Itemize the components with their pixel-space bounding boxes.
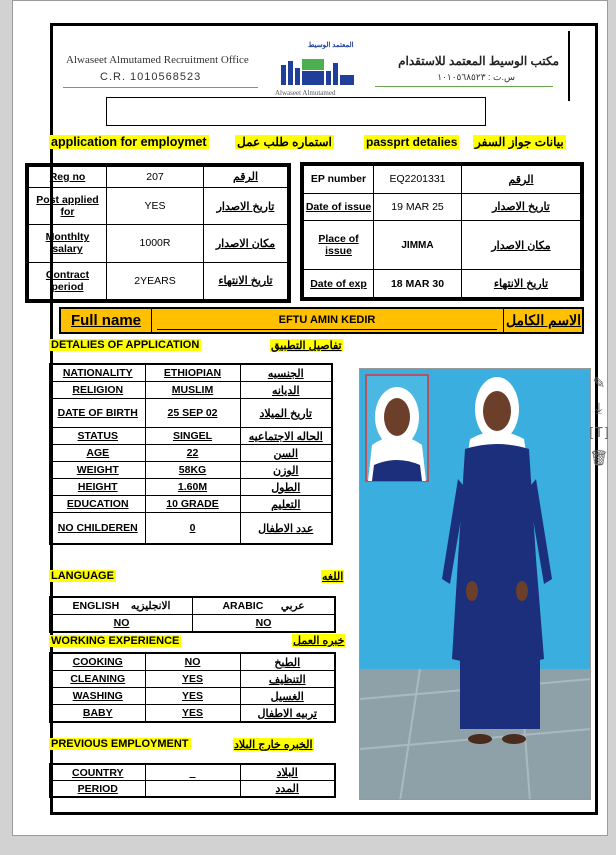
row-label: RELIGION [50, 382, 145, 399]
row-label: STATUS [50, 428, 145, 445]
issue-date-label-ar: تاريخ الاصدار [462, 193, 581, 221]
row-label-ar: البلاد [240, 764, 335, 781]
arabic-cell [193, 597, 336, 615]
row-label-ar: المدد [240, 781, 335, 798]
salary-value: 1000R [107, 225, 204, 262]
table-row [50, 615, 335, 633]
row-label-ar: الحاله الاجتماعيه [240, 428, 332, 445]
trash-icon[interactable]: 🗑 [589, 450, 609, 467]
experience-heading-ar: خبره العمل [293, 635, 345, 647]
table-row [29, 225, 288, 262]
previous-heading-en: PREVIOUS EMPLOYMENT [51, 738, 189, 750]
row-label: WEIGHT [50, 462, 145, 479]
full-name-value: EFTU AMIN KEDIR [157, 309, 497, 330]
table-row [50, 513, 332, 545]
office-name-en: Alwaseet Almutamed Recruitment Office [66, 54, 249, 66]
language-table [49, 596, 336, 633]
applicant-photo-image [360, 369, 591, 800]
english-cell [50, 597, 193, 615]
row-value: ETHIOPIAN [145, 364, 240, 382]
row-value: YES [145, 705, 240, 723]
cr-number-en: C.R. 1010568523 [100, 71, 202, 83]
applicant-info-table [25, 163, 291, 303]
table-row [50, 445, 332, 462]
reg-no-value: 207 [107, 167, 204, 188]
row-value: 22 [145, 445, 240, 462]
ep-number-label: EP number [304, 166, 374, 194]
experience-table [49, 652, 336, 723]
row-value: YES [145, 671, 240, 688]
ep-number-value: EQ2201331 [374, 166, 462, 194]
pencil-icon[interactable]: ✎ [592, 375, 606, 392]
reg-no-label-ar: الرقم [204, 167, 288, 188]
post-applied-label-ar: تاريخ الاصدار [204, 187, 288, 224]
logo-caption: Alwaseet Almutamed [275, 89, 336, 97]
passport-title-ar: بيانات جواز السفر [475, 135, 564, 149]
expiry-date-label: Date of exp [304, 270, 374, 298]
table-row [304, 270, 581, 298]
issue-place-value: JIMMA [374, 221, 462, 270]
row-label-ar: التنظيف [240, 671, 335, 688]
details-heading-ar: تفاصيل التطبيق [271, 340, 342, 352]
full-name-bar [59, 307, 584, 334]
row-label: DATE OF BIRTH [50, 399, 145, 428]
row-value: 10 GRADE [145, 496, 240, 513]
contract-label-ar: تاريخ الانتهاء [204, 262, 288, 299]
row-label-ar: الطبخ [240, 653, 335, 671]
download-icon[interactable]: ⤓ [595, 400, 603, 417]
row-label: COOKING [50, 653, 145, 671]
details-table [49, 363, 333, 545]
expiry-date-value: 18 MAR 30 [374, 270, 462, 298]
arabic-label: ARABIC [222, 600, 264, 612]
row-value: 58KG [145, 462, 240, 479]
row-label-ar: الوزن [240, 462, 332, 479]
row-label-ar: عدد الاطفال [240, 513, 332, 545]
application-title-ar: استماره طلب عمل [237, 135, 332, 149]
row-value: NO [145, 653, 240, 671]
expiry-date-label-ar: تاريخ الانتهاء [462, 270, 581, 298]
text-select-icon[interactable]: [T] [587, 426, 611, 441]
details-heading-en: DETALIES OF APPLICATION [51, 339, 200, 351]
row-label: PERIOD [50, 781, 145, 798]
row-value: MUSLIM [145, 382, 240, 399]
table-row [304, 193, 581, 221]
row-value: 25 SEP 02 [145, 399, 240, 428]
row-label: COUNTRY [50, 764, 145, 781]
passport-table [300, 162, 584, 301]
row-label-ar: تاريخ الميلاد [240, 399, 332, 428]
issue-place-label: Place of issue [304, 221, 374, 270]
row-label: HEIGHT [50, 479, 145, 496]
table-row [50, 428, 332, 445]
row-label-ar: تربيه الاطفال [240, 705, 335, 723]
ep-number-label-ar: الرقم [462, 166, 581, 194]
row-label: WASHING [50, 688, 145, 705]
table-row [50, 382, 332, 399]
previous-heading-ar: الخبره خارج البلاد [234, 739, 313, 751]
header-divider [568, 31, 570, 101]
table-row [50, 671, 335, 688]
annotation-toolbar [586, 371, 612, 491]
row-label: EDUCATION [50, 496, 145, 513]
row-value: 1.60M [145, 479, 240, 496]
full-name-label: Full name [61, 309, 152, 332]
document-page [12, 0, 608, 836]
contract-value: 2YEARS [107, 262, 204, 299]
arabic-value: NO [193, 615, 336, 633]
reg-no-label: Reg no [29, 167, 107, 188]
logo-wordmark: المعتمد الوسيط [308, 42, 354, 49]
row-label: AGE [50, 445, 145, 462]
english-label: ENGLISH [72, 600, 120, 612]
row-label: BABY [50, 705, 145, 723]
row-label: NATIONALITY [50, 364, 145, 382]
row-value [145, 781, 240, 798]
table-row [50, 597, 335, 615]
office-name-ar: مكتب الوسيط المعتمد للاستقدام [398, 54, 559, 68]
row-label-ar: الطول [240, 479, 332, 496]
full-name-label-ar: الاسم الكامل [503, 309, 583, 332]
cr-number-ar: س.ت : ١٠١٠٥٦٨٥٢٣ [437, 72, 515, 82]
salary-label: Monthlty salary [29, 225, 107, 262]
post-applied-label: Post applied for [29, 187, 107, 224]
table-row [50, 462, 332, 479]
row-label-ar: الجنسيه [240, 364, 332, 382]
english-value: NO [50, 615, 193, 633]
row-label-ar: الديانه [240, 382, 332, 399]
language-heading-en: LANGUAGE [51, 570, 114, 582]
salary-label-ar: مكان الاصدار [204, 225, 288, 262]
header-line-right [375, 86, 553, 87]
table-row [29, 187, 288, 224]
table-row [50, 764, 335, 781]
row-value: 0 [145, 513, 240, 545]
table-row [304, 166, 581, 194]
row-label: CLEANING [50, 671, 145, 688]
table-row [29, 167, 288, 188]
reference-box [106, 97, 486, 126]
table-row [50, 399, 332, 428]
arabic-label-ar: عربي [280, 600, 305, 612]
row-value: YES [145, 688, 240, 705]
language-heading-ar: اللغه [322, 571, 344, 583]
row-label: NO CHILDEREN [50, 513, 145, 545]
issue-date-label: Date of issue [304, 193, 374, 221]
table-row [50, 653, 335, 671]
passport-title-en: passprt detalies [366, 135, 458, 149]
table-row [50, 705, 335, 723]
row-label-ar: التعليم [240, 496, 332, 513]
issue-date-value: 19 MAR 25 [374, 193, 462, 221]
table-row [29, 262, 288, 299]
table-row [50, 781, 335, 798]
row-value: SINGEL [145, 428, 240, 445]
english-label-ar: الانجليزيه [130, 600, 171, 612]
table-row [50, 496, 332, 513]
row-value: _ [145, 764, 240, 781]
table-row [50, 688, 335, 705]
table-row [304, 221, 581, 270]
application-title-en: application for employmet [51, 135, 207, 149]
post-applied-value: YES [107, 187, 204, 224]
applicant-photo [359, 368, 591, 800]
header-line-left [63, 87, 258, 88]
row-label-ar: السن [240, 445, 332, 462]
contract-label: Contract period [29, 262, 107, 299]
table-row [50, 364, 332, 382]
previous-employment-table [49, 763, 336, 798]
issue-place-label-ar: مكان الاصدار [462, 221, 581, 270]
row-label-ar: الغسيل [240, 688, 335, 705]
experience-heading-en: WORKING EXPERIENCE [51, 635, 180, 647]
table-row [50, 479, 332, 496]
